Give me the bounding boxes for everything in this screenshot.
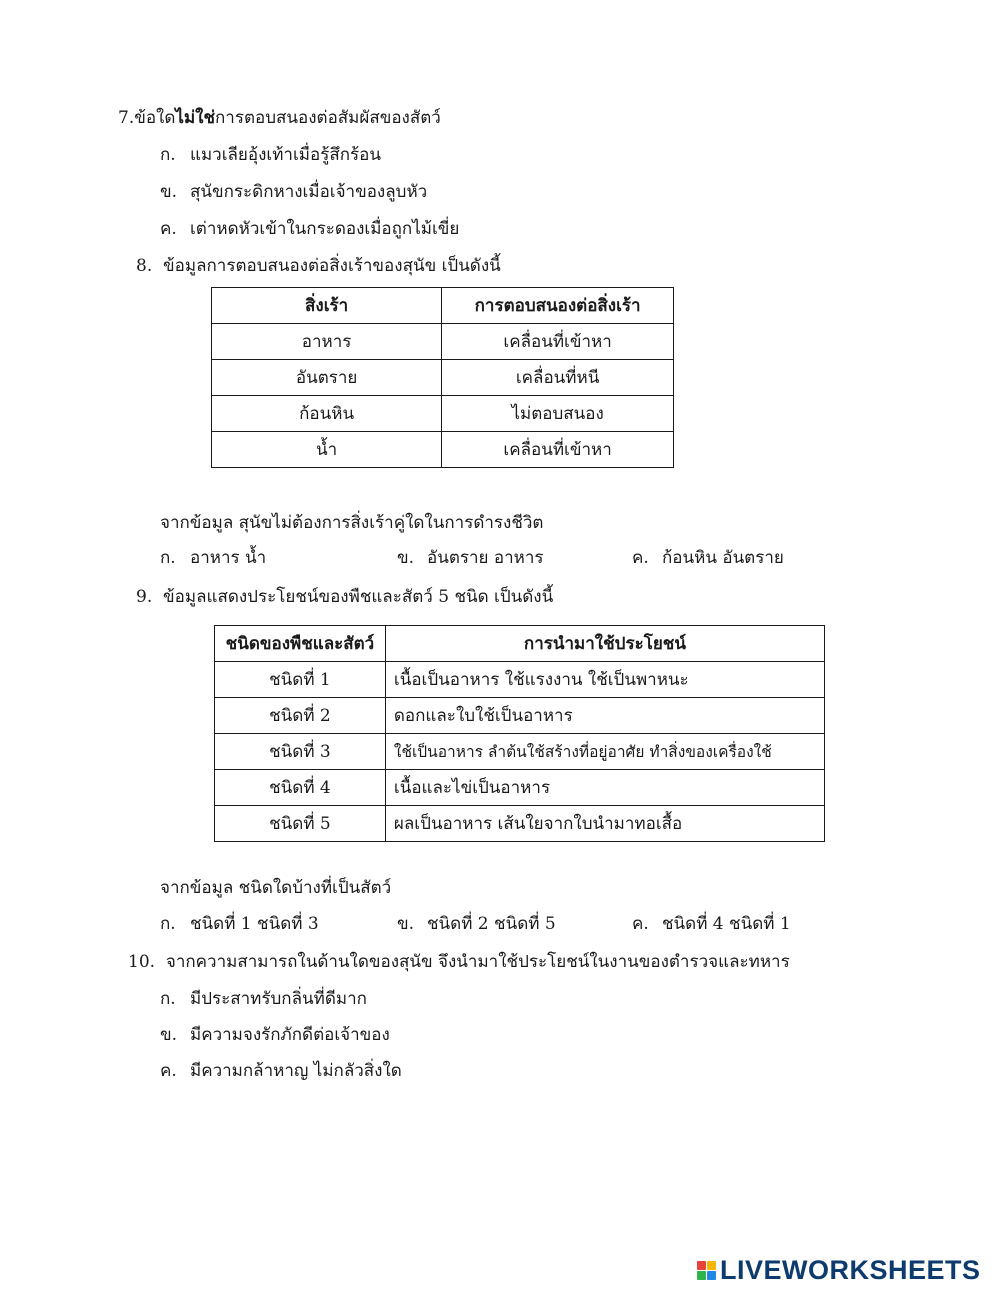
- q9-text: ข้อมูลแสดงประโยชน์ของพืชและสัตว์ 5 ชนิด เป็นดังนี้: [163, 587, 554, 607]
- table-row: [212, 432, 674, 468]
- q8-text: ข้อมูลการตอบสนองต่อสิ่งเร้าของสุนัข เป็นดังนี้: [163, 256, 501, 276]
- logo-blocks-icon: [697, 1261, 716, 1280]
- table-cell: ดอกและใบใช้เป็นอาหาร: [385, 698, 824, 734]
- q9-option-b: ข. ชนิดที่ 2 ชนิดที่ 5: [397, 914, 556, 934]
- q7-option-b: ข. สุนัขกระดิกหางเมื่อเจ้าของลูบหัว: [160, 182, 428, 202]
- table-row: [215, 734, 825, 770]
- table-cell: เคลื่อนที่เข้าหา: [442, 432, 674, 468]
- liveworksheets-logo: [697, 1256, 981, 1284]
- q8-question: [136, 254, 501, 278]
- logo-text: LIVEWORKSHEETS: [720, 1254, 981, 1285]
- q7-suffix: การตอบสนองต่อสัมผัสของสัตว์: [215, 108, 441, 128]
- q7-emphasis: ไม่ใช่: [175, 108, 216, 128]
- table-cell: เนื้อเป็นอาหาร ใช้แรงงาน ใช้เป็นพาหนะ: [385, 662, 824, 698]
- q8-followup: จากข้อมูล สุนัขไม่ต้องการสิ่งเร้าคู่ใดในการดำรงชีวิต: [160, 513, 544, 533]
- table-row: [215, 806, 825, 842]
- q7-option-c: ค. เต่าหดหัวเข้าในกระดองเมื่อถูกไม้เขี่ย: [160, 219, 460, 239]
- table-cell: ใช้เป็นอาหาร ลำต้นใช้สร้างที่อยู่อาศัย ทำสิ่งของเครื่องใช้: [385, 734, 824, 770]
- table-cell: ชนิดที่ 5: [215, 806, 386, 842]
- q8-header-response: การตอบสนองต่อสิ่งเร้า: [442, 288, 674, 324]
- table-row: [215, 770, 825, 806]
- table-cell: ก้อนหิน: [212, 396, 442, 432]
- q10-text: จากความสามารถในด้านใดของสุนัข จึงนำมาใช้ประโยชน์ในงานของตำรวจและทหาร: [165, 952, 790, 972]
- table-cell: ชนิดที่ 1: [215, 662, 386, 698]
- table-header-row: [215, 626, 825, 662]
- q9-header-type: ชนิดของพืชและสัตว์: [215, 626, 386, 662]
- table-row: [212, 324, 674, 360]
- table-cell: ผลเป็นอาหาร เส้นใยจากใบนำมาทอเสื้อ: [385, 806, 824, 842]
- logo-block-icon: [707, 1271, 716, 1280]
- q7-option-a: ก. แมวเลียอุ้งเท้าเมื่อรู้สึกร้อน: [160, 145, 381, 165]
- q8-number: 8.: [136, 256, 153, 276]
- logo-block-icon: [697, 1271, 706, 1280]
- q9-option-a: ก. ชนิดที่ 1 ชนิดที่ 3: [160, 914, 319, 934]
- q10-option-a: ก. มีประสาทรับกลิ่นที่ดีมาก: [160, 989, 367, 1009]
- table-cell: อันตราย: [212, 360, 442, 396]
- table-cell: ชนิดที่ 4: [215, 770, 386, 806]
- q8-option-c: ค. ก้อนหิน อันตราย: [632, 548, 784, 568]
- q9-header-usage: การนำมาใช้ประโยชน์: [385, 626, 824, 662]
- table-cell: ชนิดที่ 3: [215, 734, 386, 770]
- table-row: [212, 396, 674, 432]
- table-row: [212, 360, 674, 396]
- table-cell: เคลื่อนที่เข้าหา: [442, 324, 674, 360]
- table-cell: เคลื่อนที่หนี: [442, 360, 674, 396]
- logo-block-icon: [697, 1261, 706, 1270]
- q7-question: [118, 106, 441, 130]
- table-header-row: [212, 288, 674, 324]
- table-row: [215, 662, 825, 698]
- table-cell: ชนิดที่ 2: [215, 698, 386, 734]
- table-cell: น้ำ: [212, 432, 442, 468]
- q10-question: [128, 950, 790, 974]
- table-cell: ไม่ตอบสนอง: [442, 396, 674, 432]
- q10-number: 10.: [128, 952, 156, 972]
- q9-followup: จากข้อมูล ชนิดใดบ้างที่เป็นสัตว์: [160, 878, 392, 898]
- q8-table: [211, 287, 674, 468]
- q8-header-stimulus: สิ่งเร้า: [212, 288, 442, 324]
- table-cell: เนื้อและไข่เป็นอาหาร: [385, 770, 824, 806]
- table-row: [215, 698, 825, 734]
- q10-option-c: ค. มีความกล้าหาญ ไม่กลัวสิ่งใด: [160, 1061, 402, 1081]
- q9-table: [214, 625, 825, 842]
- q9-option-c: ค. ชนิดที่ 4 ชนิดที่ 1: [632, 914, 791, 934]
- logo-block-icon: [707, 1261, 716, 1270]
- table-cell: อาหาร: [212, 324, 442, 360]
- q9-question: [136, 585, 553, 609]
- q7-prefix: 7.ข้อใด: [118, 108, 176, 128]
- q9-number: 9.: [136, 587, 153, 607]
- q8-option-a: ก. อาหาร น้ำ: [160, 548, 267, 568]
- q8-option-b: ข. อันตราย อาหาร: [397, 548, 544, 568]
- q10-option-b: ข. มีความจงรักภักดีต่อเจ้าของ: [160, 1025, 390, 1045]
